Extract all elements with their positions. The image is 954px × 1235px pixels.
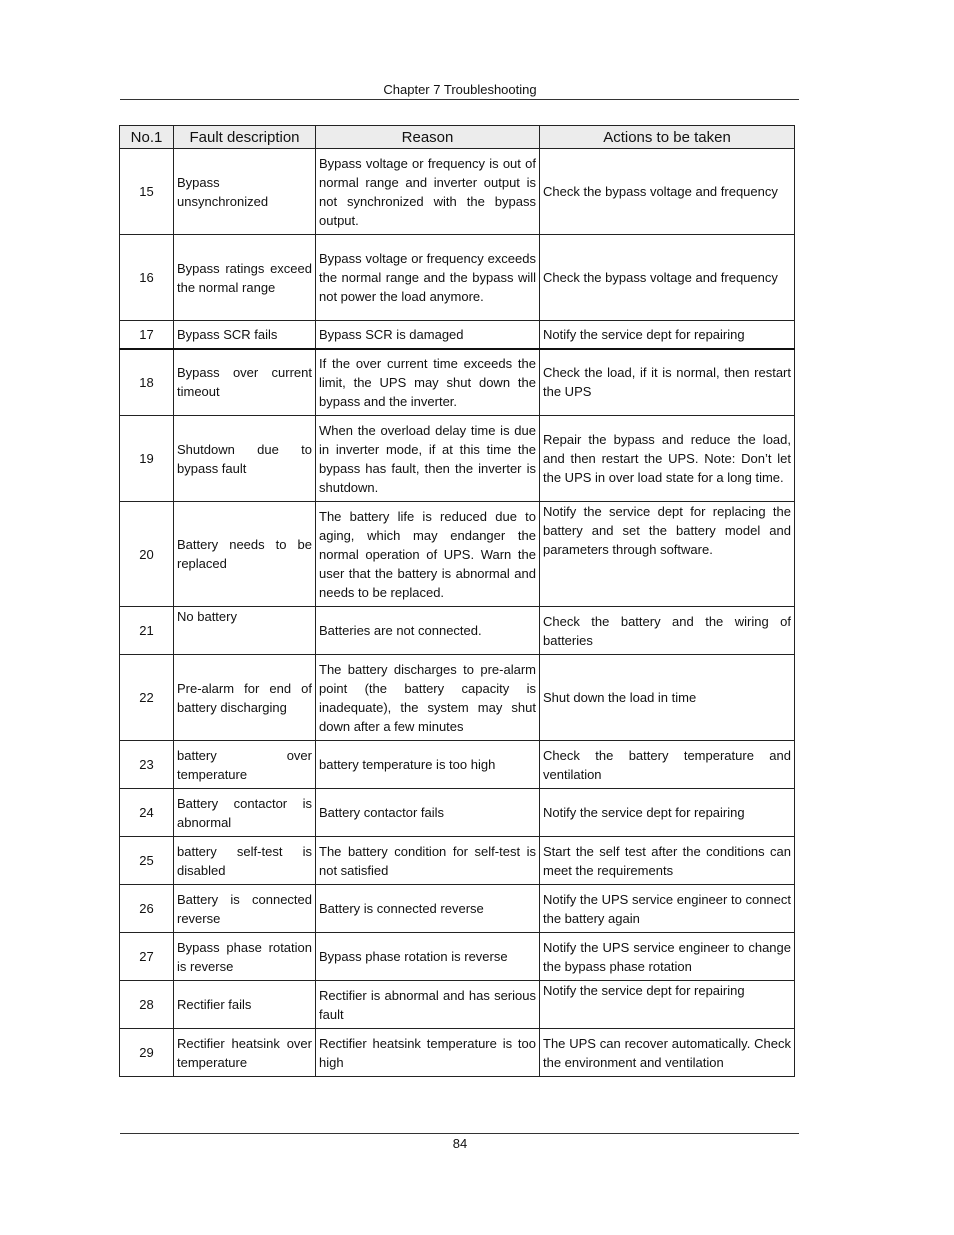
table-row: [120, 235, 795, 321]
fault-reason: The battery condition for self-test is not satisfied: [316, 837, 540, 885]
fault-reason: When the overload delay time is due in inverter mode, if at this time the bypass has fault, then the inverter is shutdown.: [316, 416, 540, 502]
header-divider: [120, 99, 799, 100]
fault-action: The UPS can recover automatically. Check the environment and ventilation: [540, 1029, 795, 1077]
fault-description: Shutdown due to bypass fault: [174, 416, 316, 502]
fault-number: 22: [120, 655, 174, 741]
fault-number: 21: [120, 607, 174, 655]
fault-description: battery over temperature: [174, 741, 316, 789]
table-row: [120, 607, 795, 655]
fault-number: 23: [120, 741, 174, 789]
fault-number: 24: [120, 789, 174, 837]
fault-reason: The battery life is reduced due to aging, which may endanger the normal operation of UPS. Warn the user that the battery is abnormal and needs to be replaced.: [316, 502, 540, 607]
table-row: [120, 416, 795, 502]
fault-reason: Rectifier heatsink temperature is too high: [316, 1029, 540, 1077]
table-header-row: [120, 126, 795, 149]
fault-reason: The battery discharges to pre-alarm point (the battery capacity is inadequate), the system may shut down after a few minutes: [316, 655, 540, 741]
fault-reason: Bypass voltage or frequency is out of normal range and inverter output is not synchronized with the bypass output.: [316, 149, 540, 235]
fault-action: Check the bypass voltage and frequency: [540, 149, 795, 235]
fault-description: Pre-alarm for end of battery discharging: [174, 655, 316, 741]
fault-action: Check the load, if it is normal, then restart the UPS: [540, 349, 795, 416]
fault-action: Notify the service dept for repairing: [540, 321, 795, 349]
table-row: [120, 502, 795, 607]
table-row: [120, 655, 795, 741]
table-row: [120, 981, 795, 1029]
fault-number: 25: [120, 837, 174, 885]
fault-reason: Rectifier is abnormal and has serious fault: [316, 981, 540, 1029]
fault-number: 20: [120, 502, 174, 607]
fault-action: Start the self test after the conditions can meet the requirements: [540, 837, 795, 885]
fault-number: 26: [120, 885, 174, 933]
table-row: [120, 321, 795, 349]
fault-description: Bypass over current timeout: [174, 349, 316, 416]
column-header-reason: Reason: [316, 126, 540, 149]
fault-number: 29: [120, 1029, 174, 1077]
table-row: [120, 789, 795, 837]
fault-reason: Battery contactor fails: [316, 789, 540, 837]
fault-action: Repair the bypass and reduce the load, and then restart the UPS. Note: Don’t let the UPS in over load state for a long time.: [540, 416, 795, 502]
fault-reason: Battery is connected reverse: [316, 885, 540, 933]
fault-reason: Bypass SCR is damaged: [316, 321, 540, 349]
fault-description: Battery needs to be replaced: [174, 502, 316, 607]
table-row: [120, 149, 795, 235]
footer-divider: [120, 1133, 799, 1134]
fault-number: 16: [120, 235, 174, 321]
fault-number: 27: [120, 933, 174, 981]
fault-action: Notify the service dept for repairing: [540, 789, 795, 837]
fault-description: Rectifier heatsink over temperature: [174, 1029, 316, 1077]
fault-action: Notify the service dept for replacing the battery and set the battery model and parameters through software.: [540, 502, 795, 607]
fault-action: Check the battery and the wiring of batteries: [540, 607, 795, 655]
fault-number: 28: [120, 981, 174, 1029]
page-number: 84: [452, 1136, 468, 1151]
fault-reason: If the over current time exceeds the limit, the UPS may shut down the bypass and the inverter.: [316, 349, 540, 416]
fault-description: Bypass unsynchronized: [174, 149, 316, 235]
fault-action: Notify the UPS service engineer to connect the battery again: [540, 885, 795, 933]
table-row: [120, 933, 795, 981]
fault-action: Check the battery temperature and ventilation: [540, 741, 795, 789]
column-header-fault: Fault description: [174, 126, 316, 149]
fault-number: 15: [120, 149, 174, 235]
fault-action: Notify the service dept for repairing: [540, 981, 795, 1029]
fault-reason: Bypass phase rotation is reverse: [316, 933, 540, 981]
fault-description: Bypass ratings exceed the normal range: [174, 235, 316, 321]
table-row: [120, 885, 795, 933]
fault-number: 19: [120, 416, 174, 502]
column-header-action: Actions to be taken: [540, 126, 795, 149]
fault-description: Battery is connected reverse: [174, 885, 316, 933]
table-row: [120, 837, 795, 885]
table-row: [120, 349, 795, 416]
fault-action: Shut down the load in time: [540, 655, 795, 741]
fault-description: Rectifier fails: [174, 981, 316, 1029]
fault-description: Battery contactor is abnormal: [174, 789, 316, 837]
fault-description: Bypass SCR fails: [174, 321, 316, 349]
fault-description: No battery: [174, 607, 316, 655]
table-row: [120, 741, 795, 789]
fault-reason: Batteries are not connected.: [316, 607, 540, 655]
running-header: Chapter 7 Troubleshooting: [383, 82, 537, 97]
fault-description: Bypass phase rotation is reverse: [174, 933, 316, 981]
fault-reason: battery temperature is too high: [316, 741, 540, 789]
fault-description: battery self-test is disabled: [174, 837, 316, 885]
fault-action: Check the bypass voltage and frequency: [540, 235, 795, 321]
troubleshooting-table: [119, 125, 795, 1077]
column-header-no: No.1: [120, 126, 174, 149]
fault-number: 18: [120, 349, 174, 416]
table-row: [120, 1029, 795, 1077]
fault-action: Notify the UPS service engineer to change the bypass phase rotation: [540, 933, 795, 981]
fault-reason: Bypass voltage or frequency exceeds the normal range and the bypass will not power the load anymore.: [316, 235, 540, 321]
fault-number: 17: [120, 321, 174, 349]
